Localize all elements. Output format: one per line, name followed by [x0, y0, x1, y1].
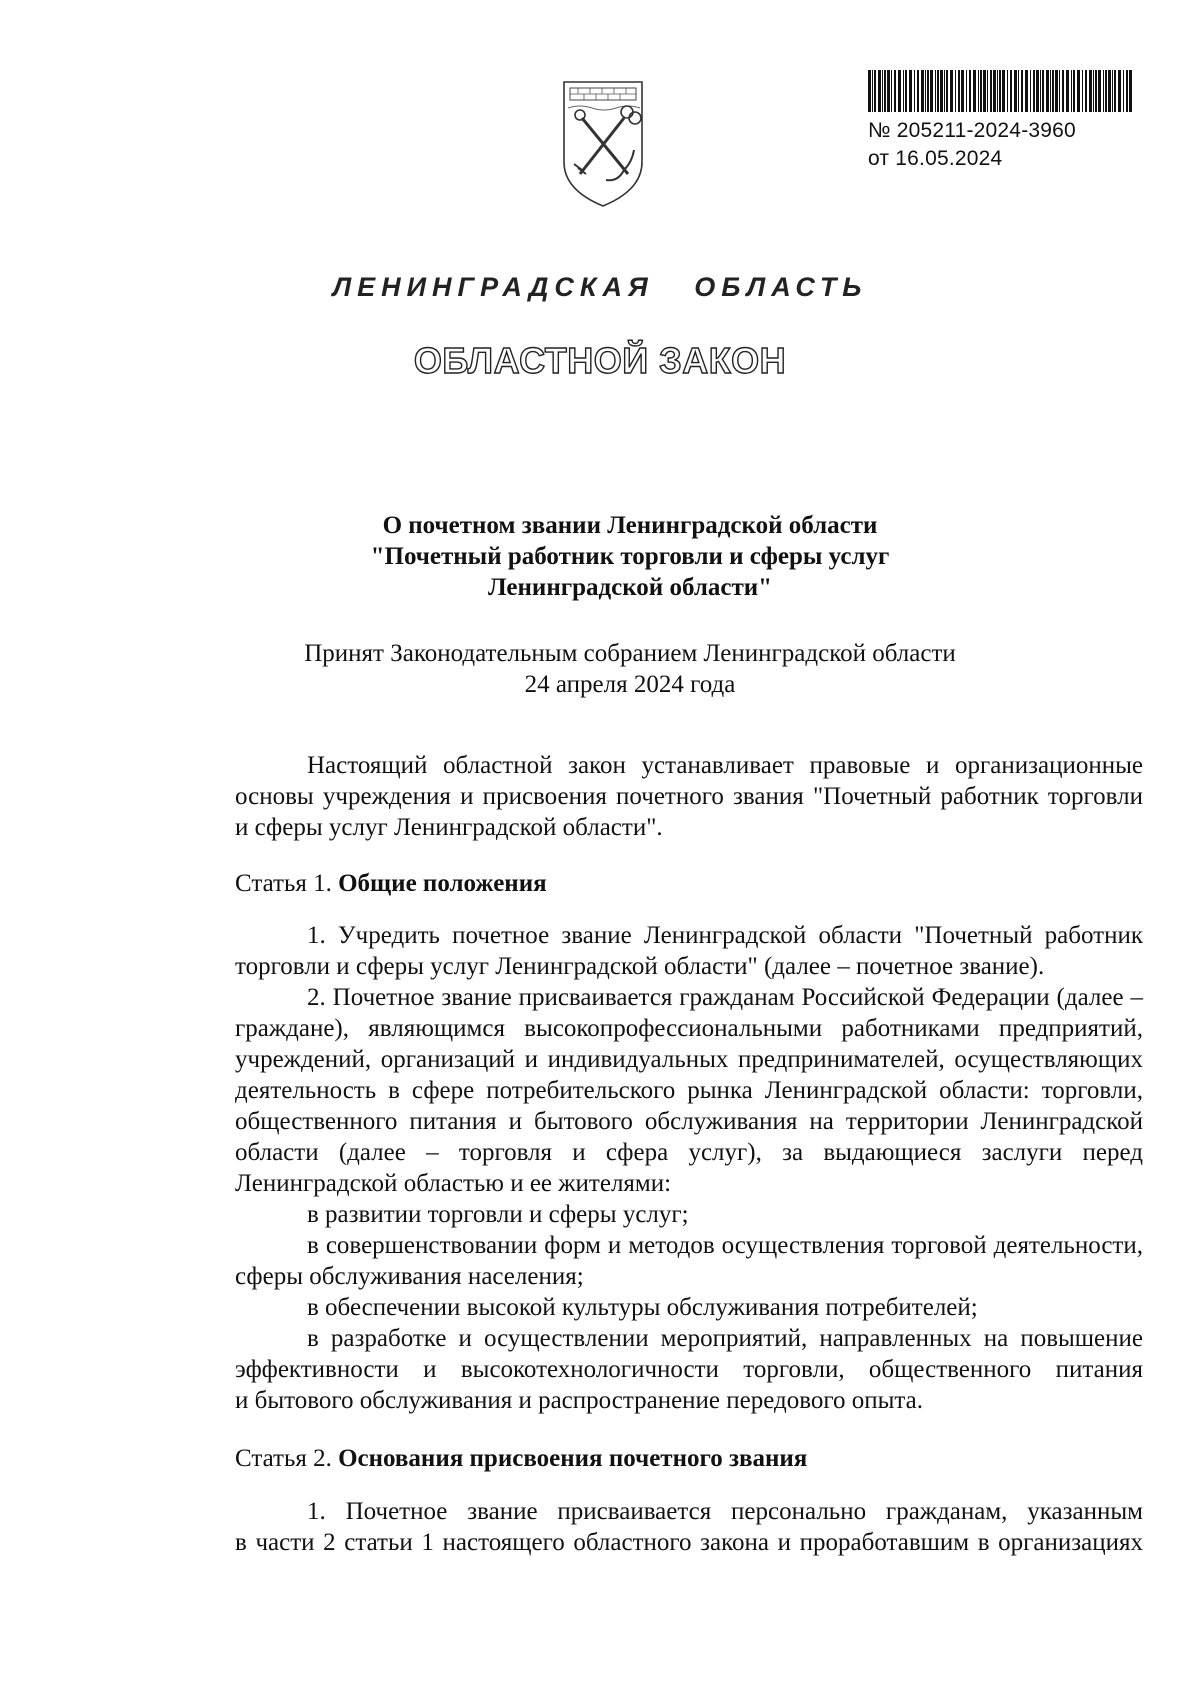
barcode-bar	[1082, 70, 1083, 112]
article-1-part-1	[163, 920, 1143, 982]
barcode-bar	[909, 70, 912, 112]
barcode-bar	[1077, 70, 1080, 112]
list-item	[163, 1199, 1143, 1230]
barcode-bar	[935, 70, 936, 112]
text-line: эффективности и высокотехнологичности торговли, общественного питания	[235, 1356, 1143, 1383]
barcode-bar	[1073, 70, 1075, 112]
law-title-line: Ленинградской области"	[487, 574, 773, 601]
text-line: и бытового обслуживания и распространение передового опыта.	[235, 1387, 924, 1414]
barcode-bar	[1123, 70, 1124, 112]
article-prefix: Статья 2.	[235, 1445, 332, 1472]
barcode-bar	[937, 70, 939, 112]
barcode-bar	[1030, 70, 1031, 112]
article-2-heading	[235, 1443, 807, 1474]
barcode-bar	[1052, 70, 1054, 112]
text-line: в части 2 статьи 1 настоящего областного закона и проработавшим в организациях	[235, 1529, 1143, 1556]
barcode-bar	[1025, 70, 1028, 112]
barcode-bar	[1071, 70, 1072, 112]
barcode-bar	[903, 70, 904, 112]
text-line: учреждений, организаций и индивидуальных предпринимателей, осуществляющих	[235, 1046, 1143, 1073]
adoption-line: Принят Законодательным собранием Ленинградской области	[304, 640, 956, 667]
barcode-bar	[1098, 70, 1101, 112]
barcode-bar	[973, 70, 976, 112]
barcode-bar	[997, 70, 998, 112]
text-line: Настоящий областной закон устанавливает правовые и организационные	[307, 752, 1143, 779]
law-title	[200, 510, 1060, 603]
list-item	[163, 1323, 1143, 1416]
barcode-bar	[961, 70, 964, 112]
barcode-bar	[1040, 70, 1041, 112]
barcode-bar	[927, 70, 929, 112]
barcode-bar	[1112, 70, 1113, 112]
article-title: Общие положения	[338, 870, 547, 897]
barcode-bar	[1046, 70, 1049, 112]
barcode-bar	[1066, 70, 1069, 112]
barcode-bar	[874, 70, 876, 112]
barcode-bar	[999, 70, 1001, 112]
barcode-bar	[978, 70, 979, 112]
text-line: сферы обслуживания населения;	[235, 1263, 584, 1290]
barcode-bar	[969, 70, 971, 112]
barcode-bar	[1033, 70, 1035, 112]
text-line: 1. Почетное звание присваивается персонально гражданам, указанным	[307, 1498, 1143, 1525]
barcode-bar	[1095, 70, 1097, 112]
law-title-line: "Почетный работник торговли и сферы услуг	[370, 543, 890, 570]
text-line: и сферы услуг Ленинградской области".	[235, 814, 663, 841]
text-line: области (далее – торговля и сфера услуг), за выдающиеся заслуги перед	[235, 1139, 1143, 1166]
barcode-bar	[946, 70, 948, 112]
barcode-bar	[1108, 70, 1111, 112]
barcode-bar	[944, 70, 945, 112]
barcode-bar	[1050, 70, 1051, 112]
barcode-bar	[1059, 70, 1060, 112]
text-line: 1. Учредить почетное звание Ленинградской области "Почетный работник	[307, 922, 1143, 949]
barcode-bar	[1085, 70, 1087, 112]
barcode-bar	[1129, 70, 1132, 112]
barcode-bar	[980, 70, 982, 112]
barcode-bar	[917, 70, 919, 112]
barcode	[868, 70, 1132, 112]
barcode-bar	[940, 70, 943, 112]
barcode-bar	[955, 70, 956, 112]
barcode-bar	[1021, 70, 1023, 112]
barcode-bar	[872, 70, 873, 112]
barcode-bar	[930, 70, 933, 112]
text-line: 2. Почетное звание присваивается гражданам Российской Федерации (далее –	[307, 984, 1143, 1011]
barcode-bar	[950, 70, 953, 112]
barcode-bar	[921, 70, 924, 112]
adoption-date: 24 апреля 2024 года	[524, 671, 736, 698]
article-2-part-1	[163, 1496, 1143, 1558]
text-line: в обеспечении высокой культуры обслуживания потребителей;	[307, 1294, 978, 1321]
barcode-bar	[1010, 70, 1012, 112]
text-line: торговли и сферы услуг Ленинградской области" (далее – почетное звание).	[235, 953, 1045, 980]
barcode-bar	[905, 70, 907, 112]
barcode-bar	[1114, 70, 1116, 112]
text-line: в совершенствовании форм и методов осуществления торговой деятельности,	[307, 1232, 1143, 1259]
barcode-bar	[990, 70, 992, 112]
barcode-bar	[1093, 70, 1094, 112]
barcode-bar	[1126, 70, 1128, 112]
barcode-bar	[983, 70, 986, 112]
article-prefix: Статья 1.	[235, 870, 332, 897]
barcode-bar	[1007, 70, 1008, 112]
registration-number: № 205211-2024-3960	[868, 119, 1076, 142]
registration-date: от 16.05.2024	[868, 147, 1003, 170]
article-1-heading	[235, 868, 547, 899]
adoption-note	[200, 638, 1060, 700]
barcode-bar	[868, 70, 871, 112]
barcode-bar	[1062, 70, 1064, 112]
barcode-bar	[1036, 70, 1039, 112]
text-line: в разработке и осуществлении мероприятий, направленных на повышение	[307, 1325, 1143, 1352]
barcode-bar	[1042, 70, 1044, 112]
coat-of-arms-emblem	[560, 78, 646, 210]
text-line: Ленинградской областью и ее жителями:	[235, 1170, 672, 1197]
barcode-bar	[925, 70, 926, 112]
barcode-bar	[966, 70, 967, 112]
list-item	[163, 1292, 1143, 1323]
region-title: ЛЕНИНГРАДСКАЯ ОБЛАСТЬ	[332, 272, 868, 302]
text-line: граждане), являющимся высокопрофессиональными работниками предприятий,	[235, 1015, 1143, 1042]
barcode-bar	[993, 70, 996, 112]
barcode-bar	[887, 70, 890, 112]
barcode-bar	[1014, 70, 1017, 112]
text-line: общественного питания и бытового обслуживания на территории Ленинградской	[235, 1108, 1143, 1135]
text-line: основы учреждения и присвоения почетного звания "Почетный работник торговли	[235, 783, 1143, 810]
list-item	[163, 1230, 1143, 1292]
preamble-paragraph	[163, 750, 1143, 843]
barcode-bar	[1002, 70, 1005, 112]
barcode-bar	[1105, 70, 1107, 112]
barcode-bar	[987, 70, 988, 112]
barcode-bar	[878, 70, 881, 112]
barcode-bar	[1103, 70, 1104, 112]
text-line: деятельность в сфере потребительского рынка Ленинградской области: торговли,	[235, 1077, 1143, 1104]
barcode-bar	[898, 70, 901, 112]
barcode-bar	[891, 70, 892, 112]
barcode-bar	[1018, 70, 1019, 112]
barcode-bar	[894, 70, 896, 112]
barcode-bar	[914, 70, 915, 112]
article-title: Основания присвоения почетного звания	[338, 1445, 808, 1472]
law-title-line: О почетном звании Ленинградской области	[382, 512, 878, 539]
barcode-bar	[958, 70, 960, 112]
text-line: в развитии торговли и сферы услуг;	[307, 1201, 689, 1228]
barcode-bar	[1055, 70, 1058, 112]
barcode-bar	[882, 70, 883, 112]
barcode-bar	[1089, 70, 1092, 112]
barcode-bar	[1118, 70, 1121, 112]
barcode-bar	[884, 70, 886, 112]
article-1-part-2	[163, 982, 1143, 1199]
document-type: ОБЛАСТНОЙ ЗАКОН	[413, 340, 787, 381]
